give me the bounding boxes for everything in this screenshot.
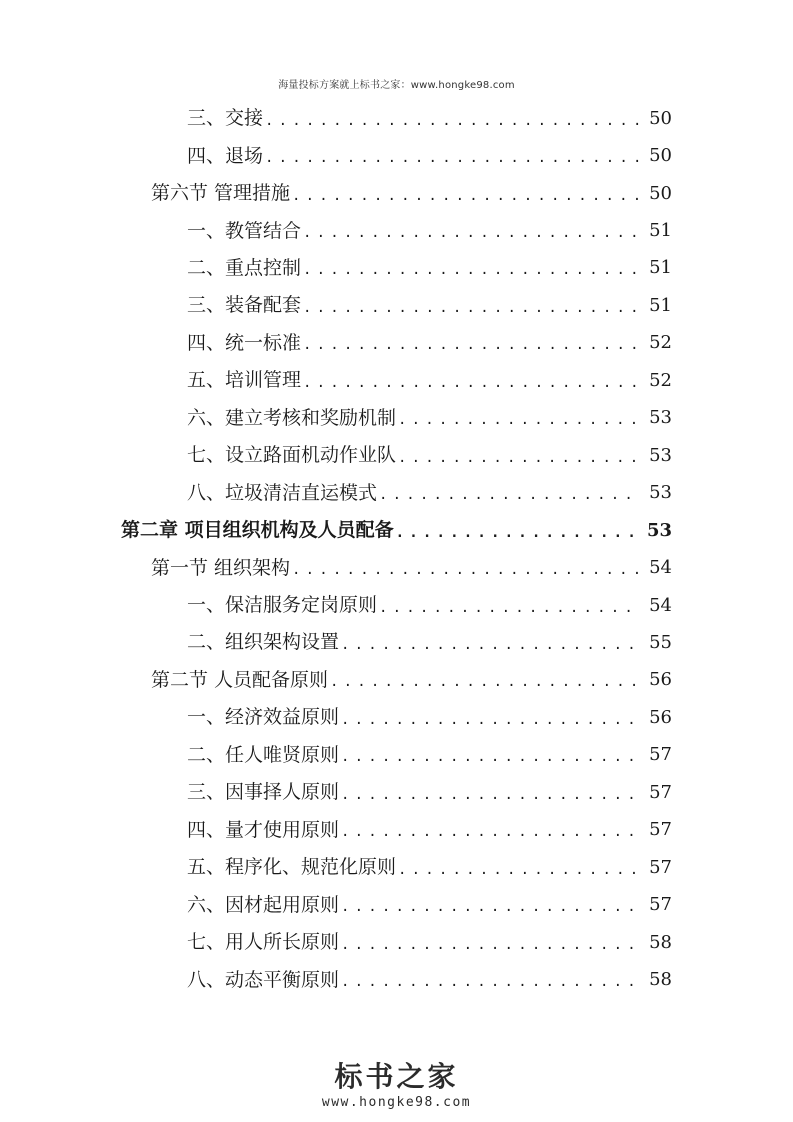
toc-section-entry[interactable] (151, 175, 672, 212)
toc-entry-title: 二、组织架构设置 (187, 631, 340, 654)
toc-entry-title: 三、因事择人原则 (187, 781, 340, 804)
toc-page-number: 50 (649, 182, 672, 204)
toc-subsection-entry[interactable] (187, 849, 672, 886)
logo-url: www.hongke98.com (321, 1094, 472, 1110)
toc-dot-leader (379, 488, 641, 502)
toc-entry-title: 第一节 组织架构 (151, 556, 291, 579)
toc-page-number: 55 (649, 631, 672, 653)
toc-subsection-entry[interactable] (187, 287, 672, 324)
toc-subsection-entry[interactable] (187, 699, 672, 736)
toc-dot-leader (265, 151, 641, 165)
toc-entry-title: 六、建立考核和奖励机制 (187, 406, 397, 429)
toc-subsection-entry[interactable] (187, 737, 672, 774)
toc-dot-leader (341, 900, 641, 914)
toc-dot-leader (303, 226, 641, 240)
toc-entry-title: 第二章 项目组织机构及人员配备 (121, 519, 394, 542)
toc-subsection-entry[interactable] (187, 587, 672, 624)
toc-entry-title: 第二节 人员配备原则 (151, 668, 329, 691)
toc-entry-title: 四、量才使用原则 (187, 818, 340, 841)
toc-page-number: 53 (649, 444, 672, 466)
toc-page-number: 54 (649, 557, 672, 579)
toc-dot-leader (341, 638, 641, 652)
toc-page-number: 57 (649, 744, 672, 766)
toc-section-entry[interactable] (151, 662, 672, 699)
toc-page-number: 54 (649, 594, 672, 616)
toc-page-number: 57 (649, 819, 672, 841)
toc-page-number: 53 (646, 519, 672, 541)
toc-entry-title: 七、用人所长原则 (187, 931, 340, 954)
toc-page-number: 52 (649, 332, 672, 354)
toc-dot-leader (341, 938, 641, 952)
toc-subsection-entry[interactable] (187, 774, 672, 811)
toc-dot-leader (341, 713, 641, 727)
toc-entry-title: 一、保洁服务定岗原则 (187, 594, 378, 617)
logo-text: 标书之家 (334, 1060, 459, 1093)
toc-dot-leader (330, 675, 641, 689)
toc-subsection-entry[interactable] (187, 475, 672, 512)
toc-section-entry[interactable] (151, 549, 672, 586)
toc-page-number: 52 (649, 369, 672, 391)
toc-chapter-entry[interactable] (121, 512, 672, 549)
toc-subsection-entry[interactable] (187, 886, 672, 923)
toc-dot-leader (341, 975, 641, 989)
toc-dot-leader (303, 338, 641, 352)
toc-dot-leader (341, 750, 641, 764)
toc-dot-leader (303, 376, 641, 390)
toc-page-number: 58 (649, 969, 672, 991)
toc-page-number: 58 (649, 931, 672, 953)
toc-entry-title: 七、设立路面机动作业队 (187, 444, 397, 467)
toc-subsection-entry[interactable] (187, 924, 672, 961)
toc-page-number: 57 (649, 894, 672, 916)
toc-dot-leader (341, 788, 641, 802)
toc-page-number: 53 (649, 407, 672, 429)
toc-entry-title: 四、退场 (187, 144, 264, 167)
toc-dot-leader (396, 526, 639, 540)
toc-entry-title: 六、因材起用原则 (187, 893, 340, 916)
toc-page-number: 50 (649, 107, 672, 129)
toc-dot-leader (303, 263, 641, 277)
toc-dot-leader (398, 863, 641, 877)
toc-entry-title: 五、培训管理 (187, 369, 302, 392)
toc-page-number: 57 (649, 856, 672, 878)
toc-subsection-entry[interactable] (187, 212, 672, 249)
toc-entry-title: 二、任人唯贤原则 (187, 743, 340, 766)
toc-entry-title: 第六节 管理措施 (151, 182, 291, 205)
toc-subsection-entry[interactable] (187, 325, 672, 362)
toc-entry-title: 三、交接 (187, 107, 264, 130)
toc-subsection-entry[interactable] (187, 250, 672, 287)
toc-page-number: 50 (649, 145, 672, 167)
toc-page-number: 51 (649, 220, 672, 242)
toc-dot-leader (292, 189, 641, 203)
toc-page-number: 53 (649, 482, 672, 504)
toc-dot-leader (341, 825, 641, 839)
toc-subsection-entry[interactable] (187, 137, 672, 174)
toc-subsection-entry[interactable] (187, 362, 672, 399)
toc-entry-title: 二、重点控制 (187, 256, 302, 279)
toc-dot-leader (379, 601, 641, 615)
toc-subsection-entry[interactable] (187, 100, 672, 137)
toc-dot-leader (292, 563, 641, 577)
toc-subsection-entry[interactable] (187, 961, 672, 998)
toc-entry-title: 五、程序化、规范化原则 (187, 856, 397, 879)
toc-subsection-entry[interactable] (187, 624, 672, 661)
toc-subsection-entry[interactable] (187, 812, 672, 849)
toc-page-number: 51 (649, 257, 672, 279)
toc-page-number: 57 (649, 781, 672, 803)
toc-subsection-entry[interactable] (187, 400, 672, 437)
toc-entry-title: 八、垃圾清洁直运模式 (187, 481, 378, 504)
page-header: 海量投标方案就上标书之家：www.hongke98.com (278, 80, 515, 91)
toc-page-number: 56 (649, 706, 672, 728)
toc-entry-title: 四、统一标准 (187, 331, 302, 354)
toc-dot-leader (303, 301, 641, 315)
toc-dot-leader (265, 114, 641, 128)
toc-entry-title: 一、经济效益原则 (187, 706, 340, 729)
toc-entry-title: 八、动态平衡原则 (187, 968, 340, 991)
toc-entry-title: 一、教管结合 (187, 219, 302, 242)
toc-subsection-entry[interactable] (187, 437, 672, 474)
toc-entry-title: 三、装备配套 (187, 294, 302, 317)
toc-dot-leader (398, 413, 641, 427)
toc-page-number: 56 (649, 669, 672, 691)
footer-logo (0, 1062, 793, 1110)
toc-dot-leader (398, 451, 641, 465)
toc-page-number: 51 (649, 294, 672, 316)
